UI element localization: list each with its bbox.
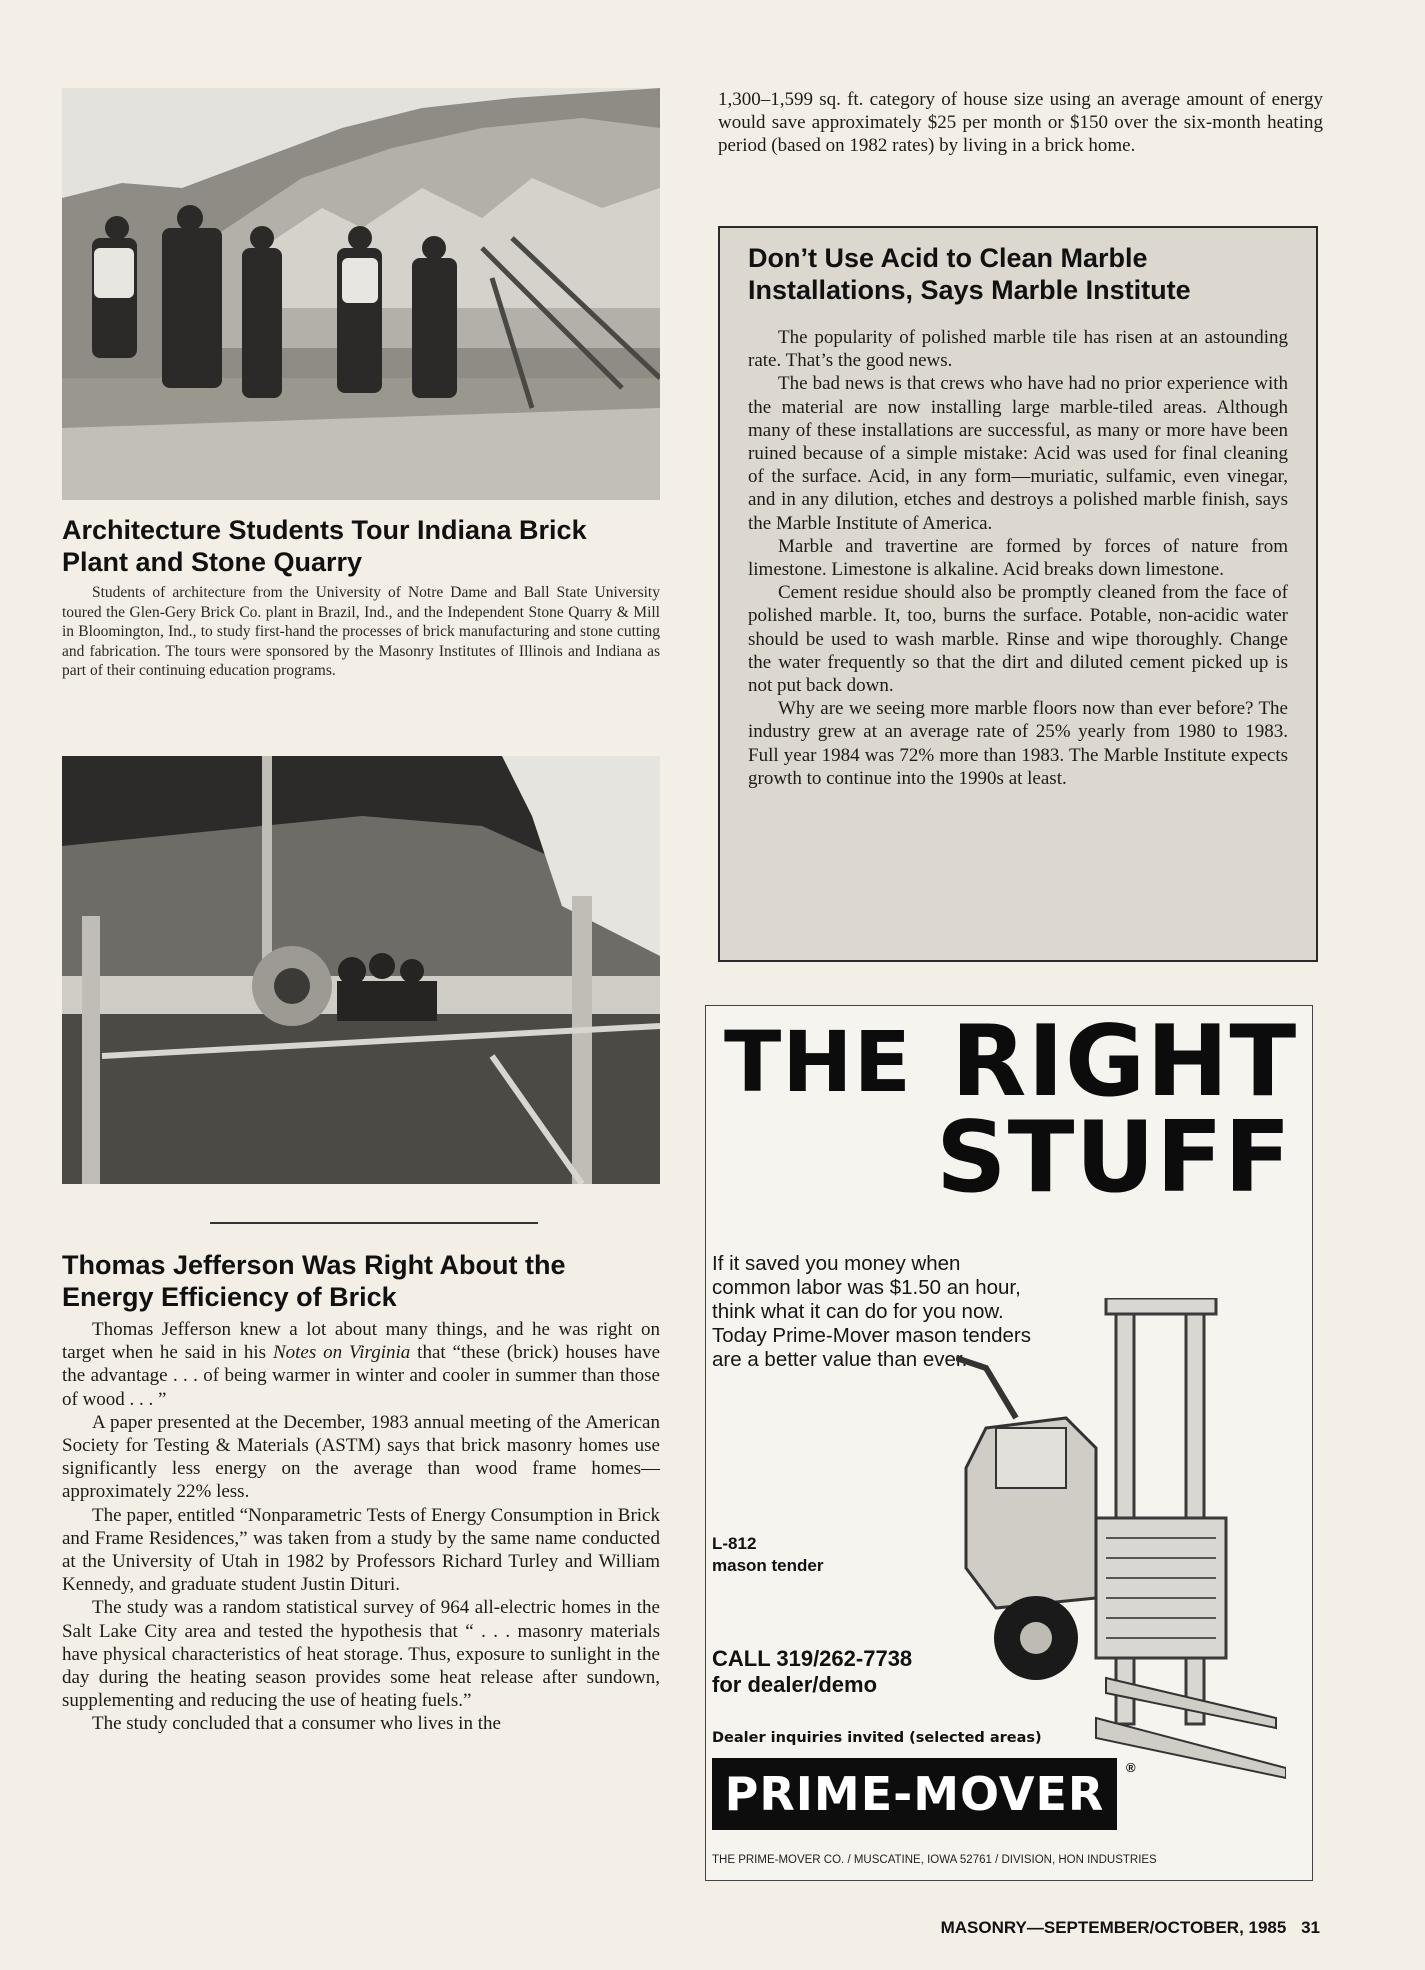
ad-call-subtext: for dealer/demo [712, 1672, 878, 1697]
publication-info: MASONRY—SEPTEMBER/OCTOBER, 1985 [940, 1918, 1287, 1937]
sidebar-paragraph-2: The bad news is that crews who have had no prior experience with the material are now installing large marble-tiled areas. Although many of these installations are successful, as many or more have been ruined because of a simple mistake: Acid was used for final cleaning of the surface. Acid, in any form—muriatic, sulfamic, even vinegar, and in any dilution, etches and destroys a polished marble finish, says the Marble Institute of America. [748, 373, 1288, 534]
page-footer [880, 1918, 1320, 1938]
ad-call-number: CALL 319/262-7738 [712, 1646, 913, 1671]
article-1-body [62, 583, 660, 681]
brick-plant-photo [62, 756, 660, 1184]
article-2-body [62, 1318, 660, 1736]
article-1-paragraph: Students of architecture from the University of Notre Dame and Ball State University toured the Glen-Gery Brick Co. plant in Brazil, Ind., and the Independent Stone Quarry & Mill in Bloomington, Ind., to study first-hand the processes of brick manufacturing and stone cutting and fabrication. The tours were sponsored by the Masonry Institutes of Illinois and Indiana as part of their continuing education programs. [62, 584, 660, 679]
prime-mover-logo: PRIME-MOVER [712, 1758, 1117, 1830]
ad-title-the: THE [724, 1013, 912, 1111]
article-2-continuation [718, 88, 1323, 158]
ad-title-stuff: STUFF [936, 1101, 1292, 1215]
registered-mark: ® [1126, 1760, 1136, 1775]
page-number: 31 [1301, 1918, 1320, 1937]
continuation-paragraph: 1,300–1,599 sq. ft. category of house size using an average amount of energy would save approximately $25 per month or $150 over the six-month heating period (based on 1982 rates) by living in a brick home. [718, 89, 1323, 157]
quarry-tour-photo [62, 88, 660, 500]
sidebar-paragraph-1: The popularity of polished marble tile has risen at an astounding rate. That’s the good news. [748, 327, 1288, 372]
ad-copy: If it saved you money when common labor was $1.50 an hour, think what it can do for you now. Today Prime-Mover mason tenders are a better value than ever. [712, 1252, 1032, 1371]
article-2-paragraph-4: The study was a random statistical survey of 964 all-electric homes in the Salt Lake City area and tested the hypothesis that “ . . . masonry materials have physical characteristics of heat storage. Thus, exposure to sunlight in the day during the heating season provides some heat release after sundown, supplementing and reducing the use of heating fuels.” [62, 1597, 660, 1712]
sidebar-paragraph-5: Why are we seeing more marble floors now than ever before? The industry grew at an average rate of 25% yearly from 1980 to 1983. Full year 1984 was 72% more than 1983. The Marble Institute expects growth to continue into the 1990s at least. [748, 698, 1288, 789]
article-2-paragraph-1: Thomas Jefferson knew a lot about many things, and he was right on target when he said in his Notes on Virginia that “these (brick) houses have the advantage . . . of being warmer in winter and cooler in summer than those of wood . . . ” [62, 1319, 661, 1410]
article-1-headline: Architecture Students Tour Indiana Brick Plant and Stone Quarry [62, 515, 587, 577]
sidebar-body [748, 326, 1288, 790]
article-2-paragraph-2: A paper presented at the December, 1983 annual meeting of the American Society for Testing & Materials (ASTM) says that brick masonry homes use significantly less energy on the average than wood frame homes—approximately 22% less. [62, 1411, 660, 1503]
quarry-photo-drawing [62, 88, 660, 500]
prime-mover-ad [705, 1005, 1313, 1881]
sidebar-paragraph-3: Marble and travertine are formed by forces of nature from limestone. Limestone is alkaline. Acid breaks down limestone. [748, 535, 1288, 581]
article-2-paragraph-5: The study concluded that a consumer who lives in the [92, 1713, 501, 1735]
ad-title-right: RIGHT [951, 1005, 1298, 1119]
ad-model-number: L-812 [712, 1534, 757, 1553]
article-2-headline: Thomas Jefferson Was Right About the Energy Efficiency of Brick [62, 1250, 566, 1312]
marble-sidebar [718, 226, 1318, 962]
ad-model-description: mason tender [712, 1556, 824, 1575]
ad-company-line: THE PRIME-MOVER CO. / MUSCATINE, IOWA 52761 / DIVISION, HON INDUSTRIES [712, 1854, 1157, 1866]
sidebar-paragraph-4: Cement residue should also be promptly cleaned from the face of polished marble. It, too, burns the surface. Potable, non-acidic water should be used to wash marble. Rinse and wipe thoroughly. Change the water frequently so that the dirt and diluted cement picked up is not put back down. [748, 582, 1288, 697]
article-2-paragraph-3: The paper, entitled “Nonparametric Tests of Energy Consumption in Brick and Frame Residences,” was taken from a study by the same name conducted at the University of Utah in 1982 by Professors Richard Turley and William Kennedy, and graduate student Justin Dituri. [62, 1504, 660, 1596]
ad-dealer-inquiries: Dealer inquiries invited (selected areas) [712, 1730, 1042, 1746]
section-divider [210, 1222, 538, 1224]
plant-photo-drawing [62, 756, 660, 1184]
sidebar-headline: Don’t Use Acid to Clean Marble Installations, Says Marble Institute [748, 243, 1191, 305]
